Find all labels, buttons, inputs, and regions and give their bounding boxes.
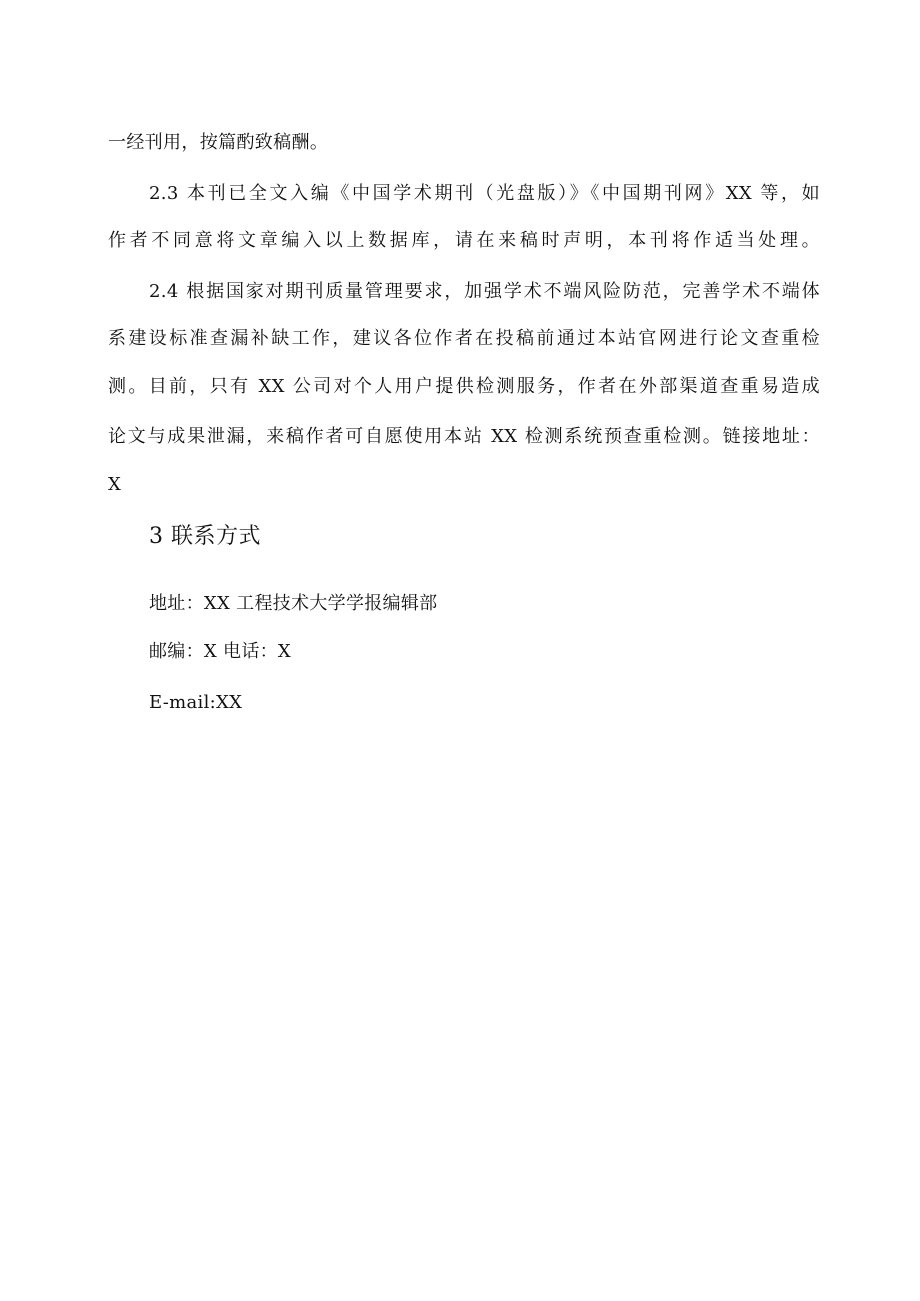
paragraph-2-3-line-1: 2.3 本刊已全文入编《中国学术期刊（光盘版）》《中国期刊网》XX 等，如 — [149, 183, 820, 204]
paragraph-2-4-line-4: 论文与成果泄漏，来稿作者可自愿使用本站 XX 检测系统预查重检测。链接地址： — [108, 426, 820, 447]
paragraph-2-4-line-5: X — [108, 474, 122, 495]
paragraph-2-4-line-2: 系建设标准查漏补缺工作，建议各位作者在投稿前通过本站官网进行论文查重检 — [108, 328, 820, 349]
contact-email: E-mail:XX — [149, 692, 243, 713]
continuation-line: 一经刊用，按篇酌致稿酬。 — [108, 132, 329, 153]
paragraph-2-3-line-2: 作者不同意将文章编入以上数据库，请在来稿时声明，本刊将作适当处理。 — [108, 230, 820, 251]
contact-address: 地址：XX 工程技术大学学报编辑部 — [149, 593, 438, 614]
paragraph-2-4-line-1: 2.4 根据国家对期刊质量管理要求，加强学术不端风险防范，完善学术不端体 — [149, 281, 820, 302]
paragraph-2-4-line-3: 测。目前，只有 XX 公司对个人用户提供检测服务，作者在外部渠道查重易造成 — [108, 376, 820, 397]
section-3-heading: 3 联系方式 — [149, 524, 261, 549]
contact-postcode-phone: 邮编：X 电话：X — [149, 641, 292, 662]
